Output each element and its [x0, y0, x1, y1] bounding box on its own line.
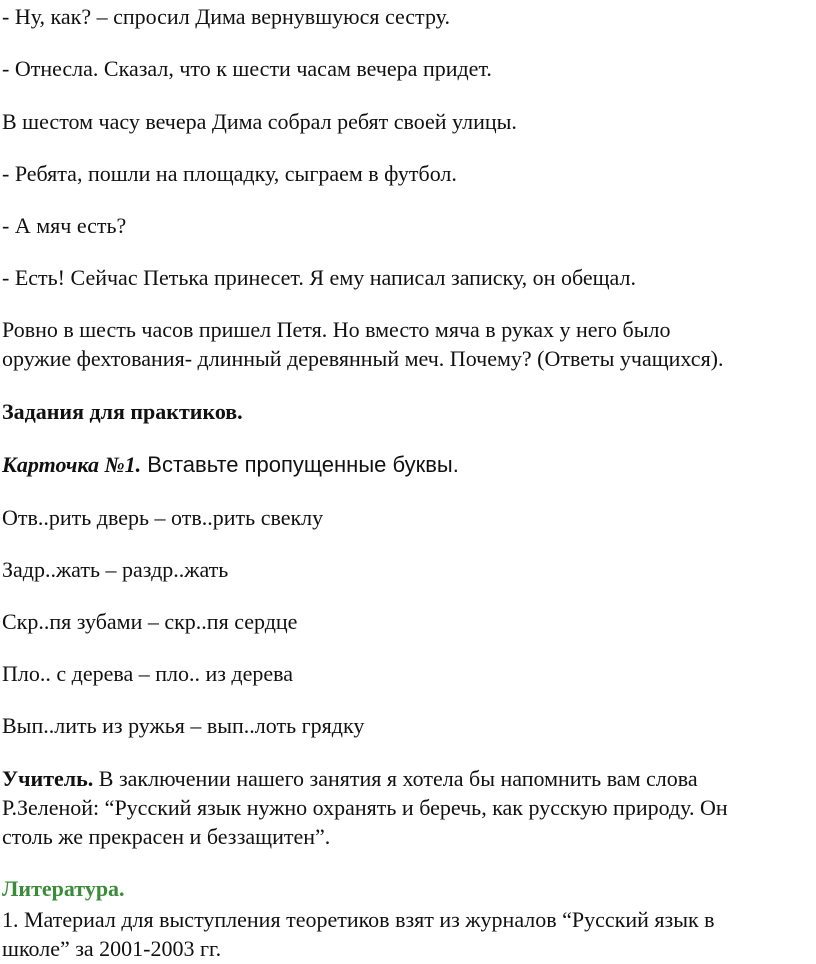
dialogue-line-3: - Ребята, пошли на площадку, сыграем в футбол.	[2, 161, 457, 186]
card-instruction: Вставьте пропущенные буквы.	[141, 452, 459, 477]
teacher-line-1	[2, 764, 812, 793]
literature-item-1-line-1: 1. Материал для выступления теоретиков взят из журналов “Русский язык в	[2, 907, 715, 932]
exercise-line-4: Пло.. с дерева – пло.. из дерева	[2, 661, 294, 686]
card-line	[2, 450, 812, 479]
exercise-line-1: Отв..рить дверь – отв..рить свеклу	[2, 505, 324, 530]
dialogue-line-4: - А мяч есть?	[2, 213, 127, 238]
exercise-line-2: Задр..жать – раздр..жать	[2, 557, 229, 582]
exercise-line-5: Вып..лить из ружья – вып..лоть грядку	[2, 713, 365, 738]
card-label: Карточка №1.	[2, 452, 142, 477]
literature-item-1-line-2: школе” за 2001-2003 гг.	[2, 936, 222, 961]
teacher-line-2: Р.Зеленой: “Русский язык нужно охранять и беречь, как русскую природу. Он	[2, 795, 728, 820]
tasks-heading: Задания для практиков.	[2, 399, 243, 424]
exercise-line-3: Скр..пя зубами – скр..пя сердце	[2, 609, 298, 634]
narrative-line-2b: оружие фехтования- длинный деревянный меч. Почему? (Ответы учащихся).	[2, 346, 724, 371]
narrative-line-2a: Ровно в шесть часов пришел Петя. Но вместо мяча в руках у него было	[2, 317, 671, 342]
dialogue-line-1: - Ну, как? – спросил Дима вернувшуюся сестру.	[2, 4, 450, 29]
dialogue-line-2: - Отнесла. Сказал, что к шести часам вечера придет.	[2, 56, 492, 81]
literature-heading: Литература.	[2, 876, 125, 901]
dialogue-line-5: - Есть! Сейчас Петька принесет. Я ему написал записку, он обещал.	[2, 265, 636, 290]
narrative-line-1: В шестом часу вечера Дима собрал ребят своей улицы.	[2, 109, 517, 134]
teacher-text-1: В заключении нашего занятия я хотела бы напомнить вам слова	[93, 766, 698, 791]
teacher-line-3: столь же прекрасен и беззащитен”.	[2, 824, 331, 849]
teacher-label: Учитель.	[2, 766, 94, 791]
